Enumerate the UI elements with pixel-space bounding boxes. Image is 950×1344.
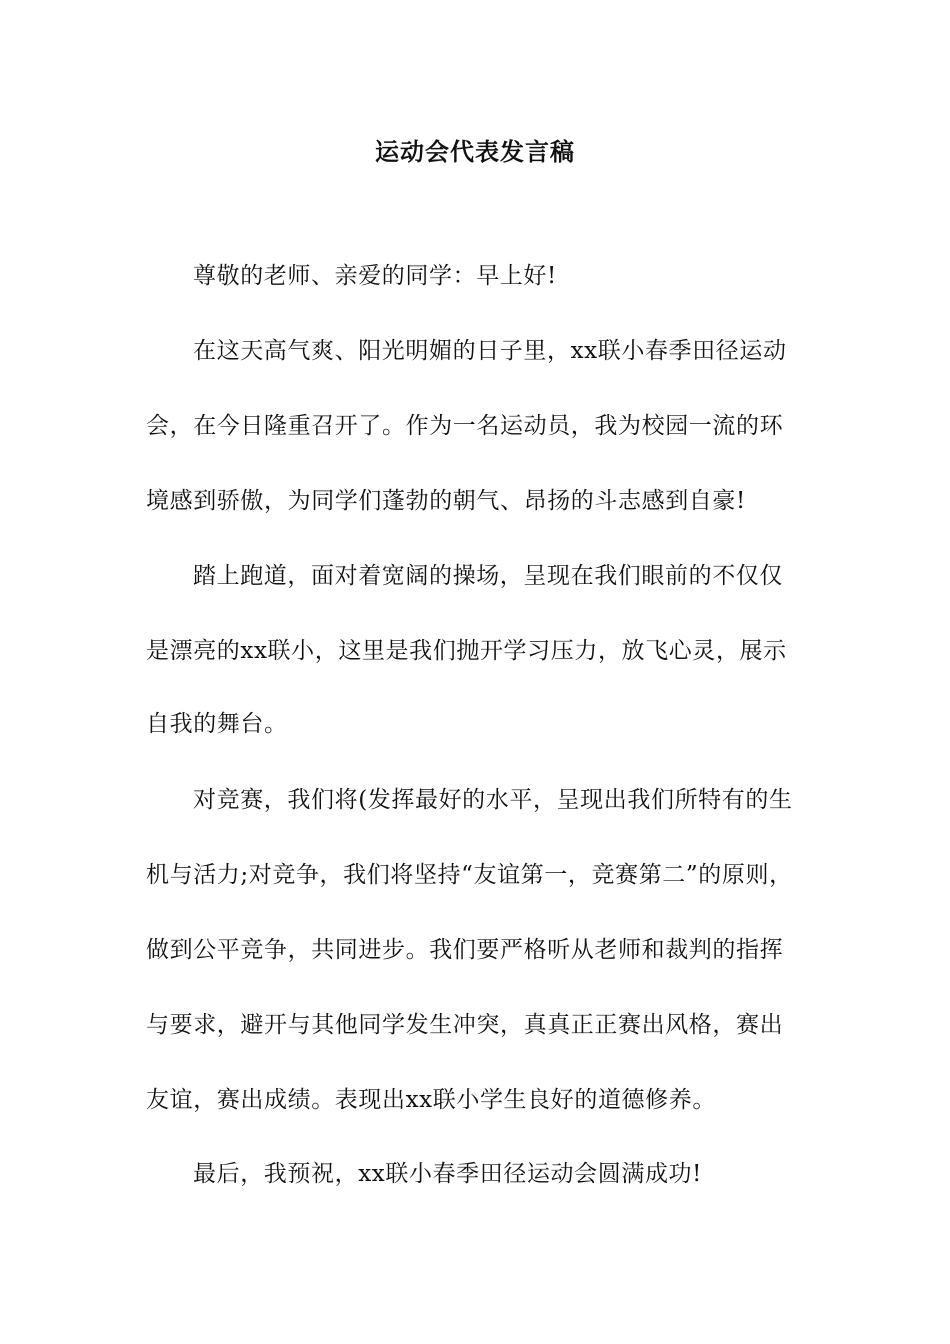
paragraph-2-line-1: 踏上跑道，面对着宽阔的操场，呈现在我们眼前的不仅仅 bbox=[193, 563, 783, 589]
paragraph-1-line-3: 境感到骄傲，为同学们蓬勃的朝气、昂扬的斗志感到自豪! bbox=[146, 488, 746, 514]
paragraph-3-line-5: 友谊，赛出成绩。表现出xx联小学生良好的道德修养。 bbox=[146, 1087, 716, 1113]
greeting-line: 尊敬的老师、亲爱的同学：早上好! bbox=[193, 263, 557, 289]
paragraph-2-line-3: 自我的舞台。 bbox=[146, 711, 288, 737]
paragraph-2-line-2: 是漂亮的xx联小，这里是我们抛开学习压力，放飞心灵，展示 bbox=[146, 638, 787, 664]
paragraph-3-line-2: 机与活力;对竞争，我们将坚持“友谊第一，竞赛第二”的原则， bbox=[146, 862, 793, 888]
paragraph-1-line-1: 在这天高气爽、阳光明媚的日子里，xx联小春季田径运动 bbox=[193, 338, 787, 364]
paragraph-3-line-4: 与要求，避开与其他同学发生冲突，真真正正赛出风格，赛出 bbox=[146, 1012, 784, 1038]
paragraph-3-line-1: 对竞赛，我们将(发挥最好的水平，呈现出我们所特有的生 bbox=[193, 787, 793, 813]
document-title: 运动会代表发言稿 bbox=[375, 137, 575, 166]
paragraph-1-line-2: 会，在今日隆重召开了。作为一名运动员，我为校园一流的环 bbox=[146, 413, 784, 439]
paragraph-3-line-3: 做到公平竞争，共同进步。我们要严格听从老师和裁判的指挥 bbox=[146, 937, 784, 963]
closing-line: 最后，我预祝，xx联小春季田径运动会圆满成功! bbox=[193, 1161, 702, 1187]
